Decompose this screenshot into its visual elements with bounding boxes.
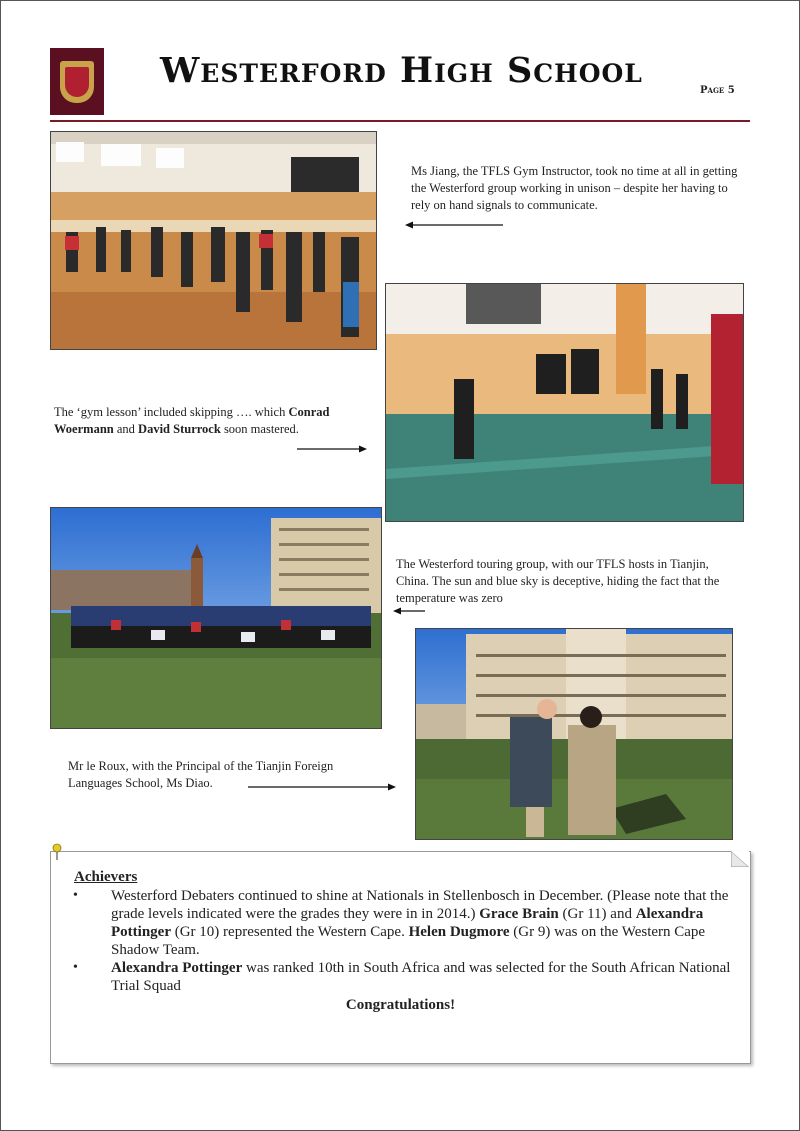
list-item: • Alexandra Pottinger was ranked 10th in South Africa and was selected for the South African National Trial Squad <box>73 960 731 994</box>
group-photo <box>50 507 382 729</box>
group-caption: The Westerford touring group, with our TFLS hosts in Tianjin, China. The sun and blue sky is deceptive, hiding the fact that the temperature was zero <box>396 557 720 605</box>
achievers-box <box>50 851 751 1064</box>
skipping-photo <box>385 283 744 522</box>
page-fold-icon <box>731 851 749 867</box>
principal-caption: Mr le Roux, with the Principal of the Tianjin Foreign Languages School, Ms Diao. <box>68 759 334 790</box>
gym-hall-photo <box>50 131 377 350</box>
header-rule <box>50 120 750 122</box>
page-number: Page 5 <box>700 85 735 96</box>
achievers-title: Achievers <box>74 869 138 885</box>
gym-instructor-caption: Ms Jiang, the TFLS Gym Instructor, took no time at all in getting the Westerford group working in unison – despite her having to rely on hand signals to communicate. <box>411 164 738 212</box>
pushpin-icon <box>52 843 62 861</box>
congratulations-text: Congratulations! <box>345 997 456 1013</box>
achievers-list <box>73 887 733 995</box>
skipping-caption: The ‘gym lesson’ included skipping …. which Conrad Woermann and David Sturrock soon mastered. <box>54 405 330 436</box>
list-item: • Westerford Debaters continued to shine at Nationals in Stellenbosch in December. (Please note that the grade levels indicated were the grades they were in in 2014.) Grace Brain (Gr 11) and Alexandra Pottinger (Gr 10) represented the Western Cape. Helen Dugmore (Gr 9) was on the Western Cape Shadow Team. <box>73 888 729 958</box>
page-title: Westerford High School <box>160 50 643 91</box>
principals-photo <box>415 628 733 840</box>
school-crest-icon <box>50 48 104 115</box>
